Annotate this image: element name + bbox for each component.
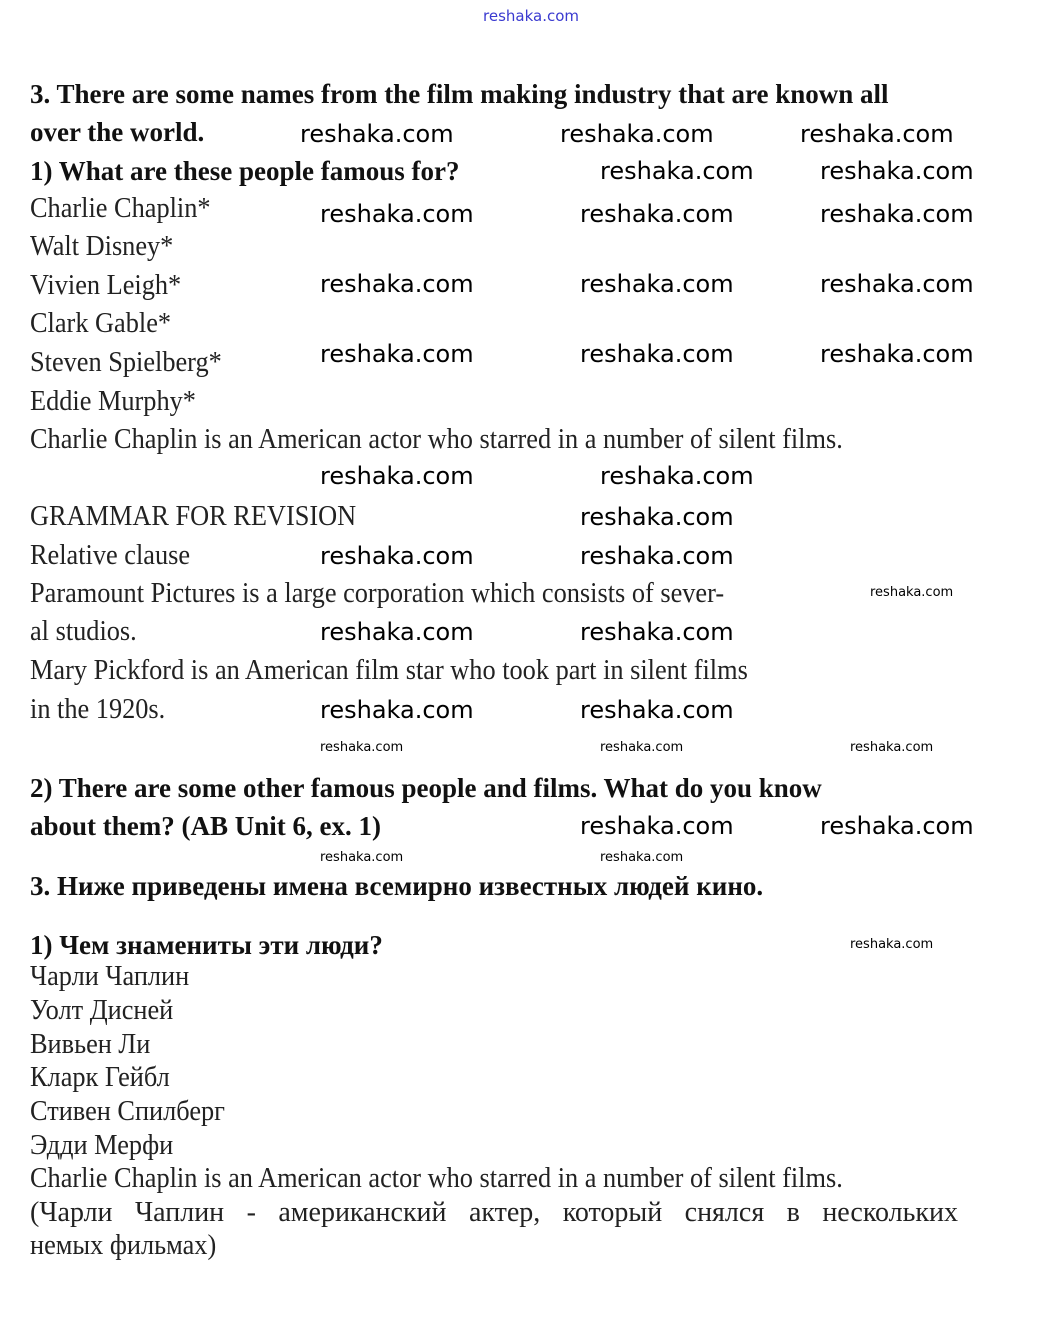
watermark: reshaka.com bbox=[800, 120, 954, 148]
watermark: reshaka.com bbox=[320, 696, 474, 724]
name-item: Walt Disney* bbox=[30, 231, 174, 262]
name-item: Eddie Murphy* bbox=[30, 386, 196, 417]
watermark: reshaka.com bbox=[820, 200, 974, 228]
watermark: reshaka.com bbox=[600, 462, 754, 490]
watermark: reshaka.com bbox=[820, 340, 974, 368]
watermark: reshaka.com bbox=[580, 270, 734, 298]
question-2: 2) There are some other famous people and films. What do you know bbox=[30, 773, 822, 803]
ru-name-item: Стивен Спилберг bbox=[30, 1096, 225, 1127]
watermark: reshaka.com bbox=[580, 542, 734, 570]
ru-name-item: Уолт Дисней bbox=[30, 995, 174, 1026]
watermark: reshaka.com bbox=[580, 340, 734, 368]
example-sentence: Charlie Chaplin is an American actor who starred in a number of silent films. bbox=[30, 424, 843, 455]
watermark: reshaka.com bbox=[320, 618, 474, 646]
ru-name-item: Вивьен Ли bbox=[30, 1029, 151, 1060]
grammar-example: al studios. bbox=[30, 616, 137, 647]
ru-translation: (Чарли Чаплин - американский актер, который снялся в нескольких bbox=[30, 1197, 958, 1228]
name-item: Steven Spielberg* bbox=[30, 347, 222, 378]
task-heading: 3. There are some names from the film making industry that are known all bbox=[30, 79, 889, 109]
watermark: reshaka.com bbox=[820, 157, 974, 185]
watermark: reshaka.com bbox=[580, 696, 734, 724]
name-item: Clark Gable* bbox=[30, 308, 172, 339]
watermark: reshaka.com bbox=[580, 200, 734, 228]
ru-example-sentence: Charlie Chaplin is an American actor who starred in a number of silent films. bbox=[30, 1163, 843, 1194]
watermark: reshaka.com bbox=[320, 270, 474, 298]
watermark: reshaka.com bbox=[580, 618, 734, 646]
watermark-small: reshaka.com bbox=[850, 740, 934, 755]
watermark: reshaka.com bbox=[300, 120, 454, 148]
watermark: reshaka.com bbox=[580, 812, 734, 840]
watermark: reshaka.com bbox=[320, 462, 474, 490]
grammar-example: in the 1920s. bbox=[30, 694, 166, 725]
grammar-heading: GRAMMAR FOR REVISION bbox=[30, 501, 357, 532]
watermark-small: reshaka.com bbox=[320, 740, 404, 755]
ru-name-item: Эдди Мерфи bbox=[30, 1130, 174, 1161]
name-item: Vivien Leigh* bbox=[30, 270, 182, 301]
ru-name-item: Кларк Гейбл bbox=[30, 1062, 170, 1093]
watermark-small: reshaka.com bbox=[600, 740, 684, 755]
watermark: reshaka.com bbox=[600, 157, 754, 185]
question-1: 1) What are these people famous for? bbox=[30, 156, 460, 186]
grammar-topic: Relative clause bbox=[30, 540, 191, 571]
question-2-cont: about them? (AB Unit 6, ex. 1) bbox=[30, 811, 381, 841]
ru-task-heading: 3. Ниже приведены имена всемирно известных людей кино. bbox=[30, 871, 764, 901]
watermark-small: reshaka.com bbox=[600, 850, 684, 865]
task-heading-cont: over the world. bbox=[30, 117, 205, 147]
watermark-small: reshaka.com bbox=[870, 585, 954, 600]
site-watermark-link[interactable]: reshaka.com bbox=[483, 7, 579, 25]
watermark: reshaka.com bbox=[560, 120, 714, 148]
watermark: reshaka.com bbox=[820, 270, 974, 298]
grammar-example: Mary Pickford is an American film star who took part in silent films bbox=[30, 655, 748, 686]
watermark: reshaka.com bbox=[320, 542, 474, 570]
ru-name-item: Чарли Чаплин bbox=[30, 961, 190, 992]
watermark-small: reshaka.com bbox=[320, 850, 404, 865]
watermark: reshaka.com bbox=[320, 340, 474, 368]
watermark: reshaka.com bbox=[580, 503, 734, 531]
watermark-small: reshaka.com bbox=[850, 937, 934, 952]
name-item: Charlie Chaplin* bbox=[30, 193, 211, 224]
watermark: reshaka.com bbox=[320, 200, 474, 228]
ru-translation-cont: немых фильмах) bbox=[30, 1230, 217, 1261]
grammar-example: Paramount Pictures is a large corporation which consists of sever- bbox=[30, 578, 725, 609]
ru-question-1: 1) Чем знамениты эти люди? bbox=[30, 930, 383, 960]
watermark: reshaka.com bbox=[820, 812, 974, 840]
